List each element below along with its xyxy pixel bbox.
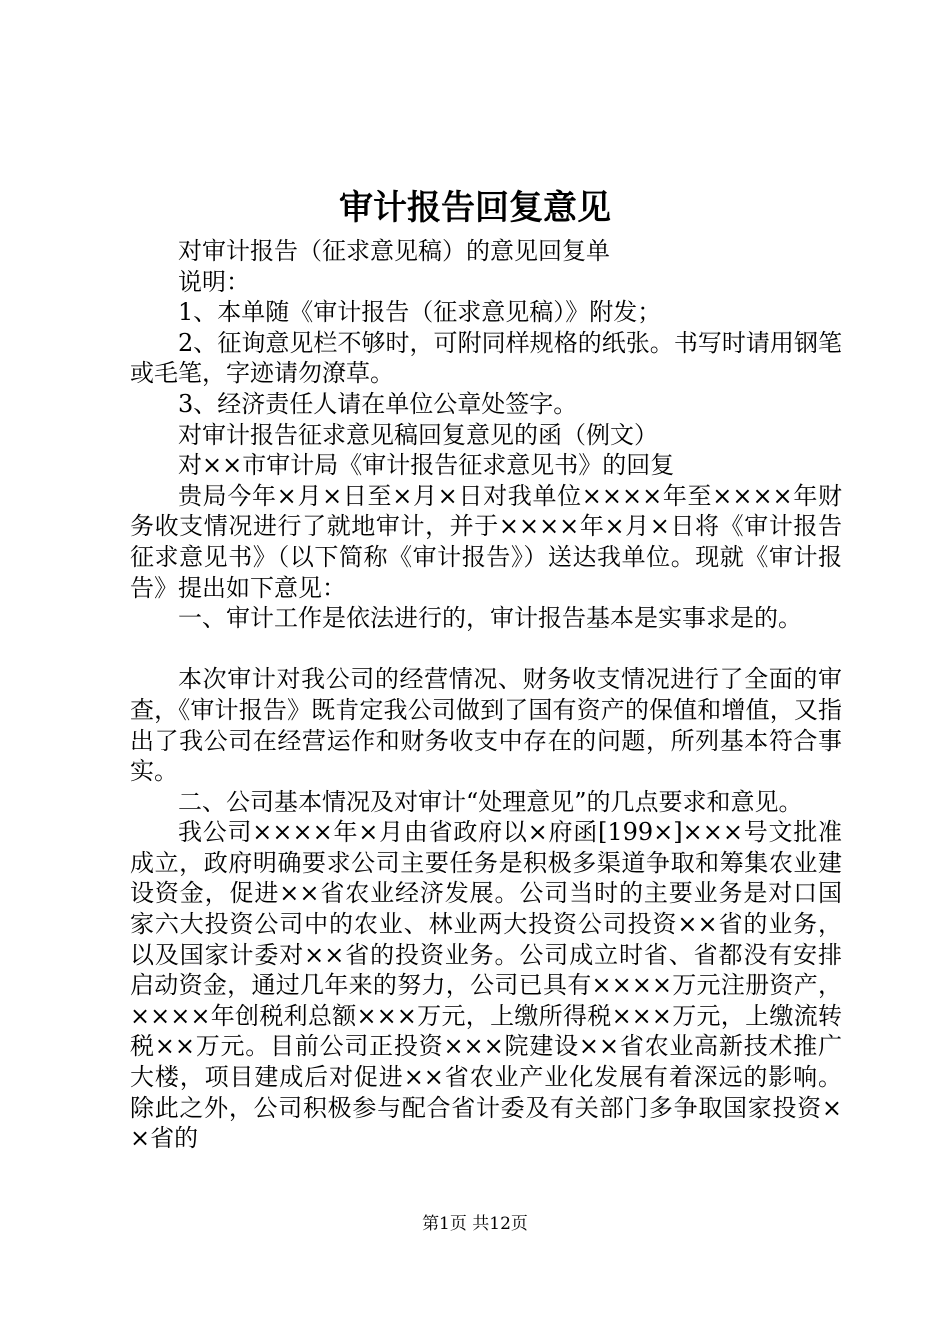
paragraph-10: 本次审计对我公司的经营情况、财务收支情况进行了全面的审查，《审计报告》既肯定我公司做到了国有资产的保值和增值，又指出了我公司在经营运作和财务收支中存在的问题，所列基本符合事实。 — [130, 665, 842, 786]
paragraph-4: 2、征询意见栏不够时，可附同样规格的纸张。书写时请用钢笔或毛笔，字迹请勿潦草。 — [130, 328, 842, 388]
paragraph-12: 我公司××××年×月由省政府以×府函[199×]×××号文批准成立，政府明确要求公司主要任务是积极多渠道争取和筹集农业建设资金，促进××省农业经济发展。公司当时的主要业务是对口国家六大投资公司中的农业、林业两大投资公司投资××省的业务，以及国家计委对××省的投资业务。公司成立时省、省都没有安排启动资金，通过几年来的努力，公司已具有××××万元注册资产，××××年创税利总额×××万元，上缴所得税×××万元，上缴流转税××万元。目前公司正投资×××院建设××省农业高新技术推广大楼，项目建成后对促进××省农业产业化发展有着深远的影响。除此之外，公司积极参与配合省计委及有关部门多争取国家投资××省的 — [130, 818, 842, 1153]
paragraph-11: 二、公司基本情况及对审计“处理意见”的几点要求和意见。 — [178, 787, 803, 816]
paragraph-7: 对××市审计局《审计报告征求意见书》的回复 — [178, 451, 675, 480]
document-title: 审计报告回复意见 — [339, 188, 611, 228]
paragraph-5: 3、经济责任人请在单位公章处签字。 — [178, 389, 578, 418]
blank-line — [130, 634, 842, 665]
paragraph-9: 一、审计工作是依法进行的，审计报告基本是实事求是的。 — [178, 604, 802, 633]
paragraph-6: 对审计报告征求意见稿回复意见的函（例文） — [178, 420, 658, 449]
document-body — [130, 236, 842, 1154]
paragraph-1: 对审计报告（征求意见稿）的意见回复单 — [178, 237, 610, 265]
paragraph-2: 说明： — [178, 267, 250, 296]
page-number-footer: 第1页 共12页 — [422, 1214, 528, 1234]
paragraph-3: 1、本单随《审计报告（征求意见稿）》附发； — [178, 298, 662, 327]
paragraph-8: 贵局今年×月×日至×月×日对我单位××××年至××××年财务收支情况进行了就地审计，并于××××年×月×日将《审计报告征求意见书》（以下简称《审计报告》）送达我单位。现就《审计报告》提出如下意见： — [130, 481, 842, 602]
